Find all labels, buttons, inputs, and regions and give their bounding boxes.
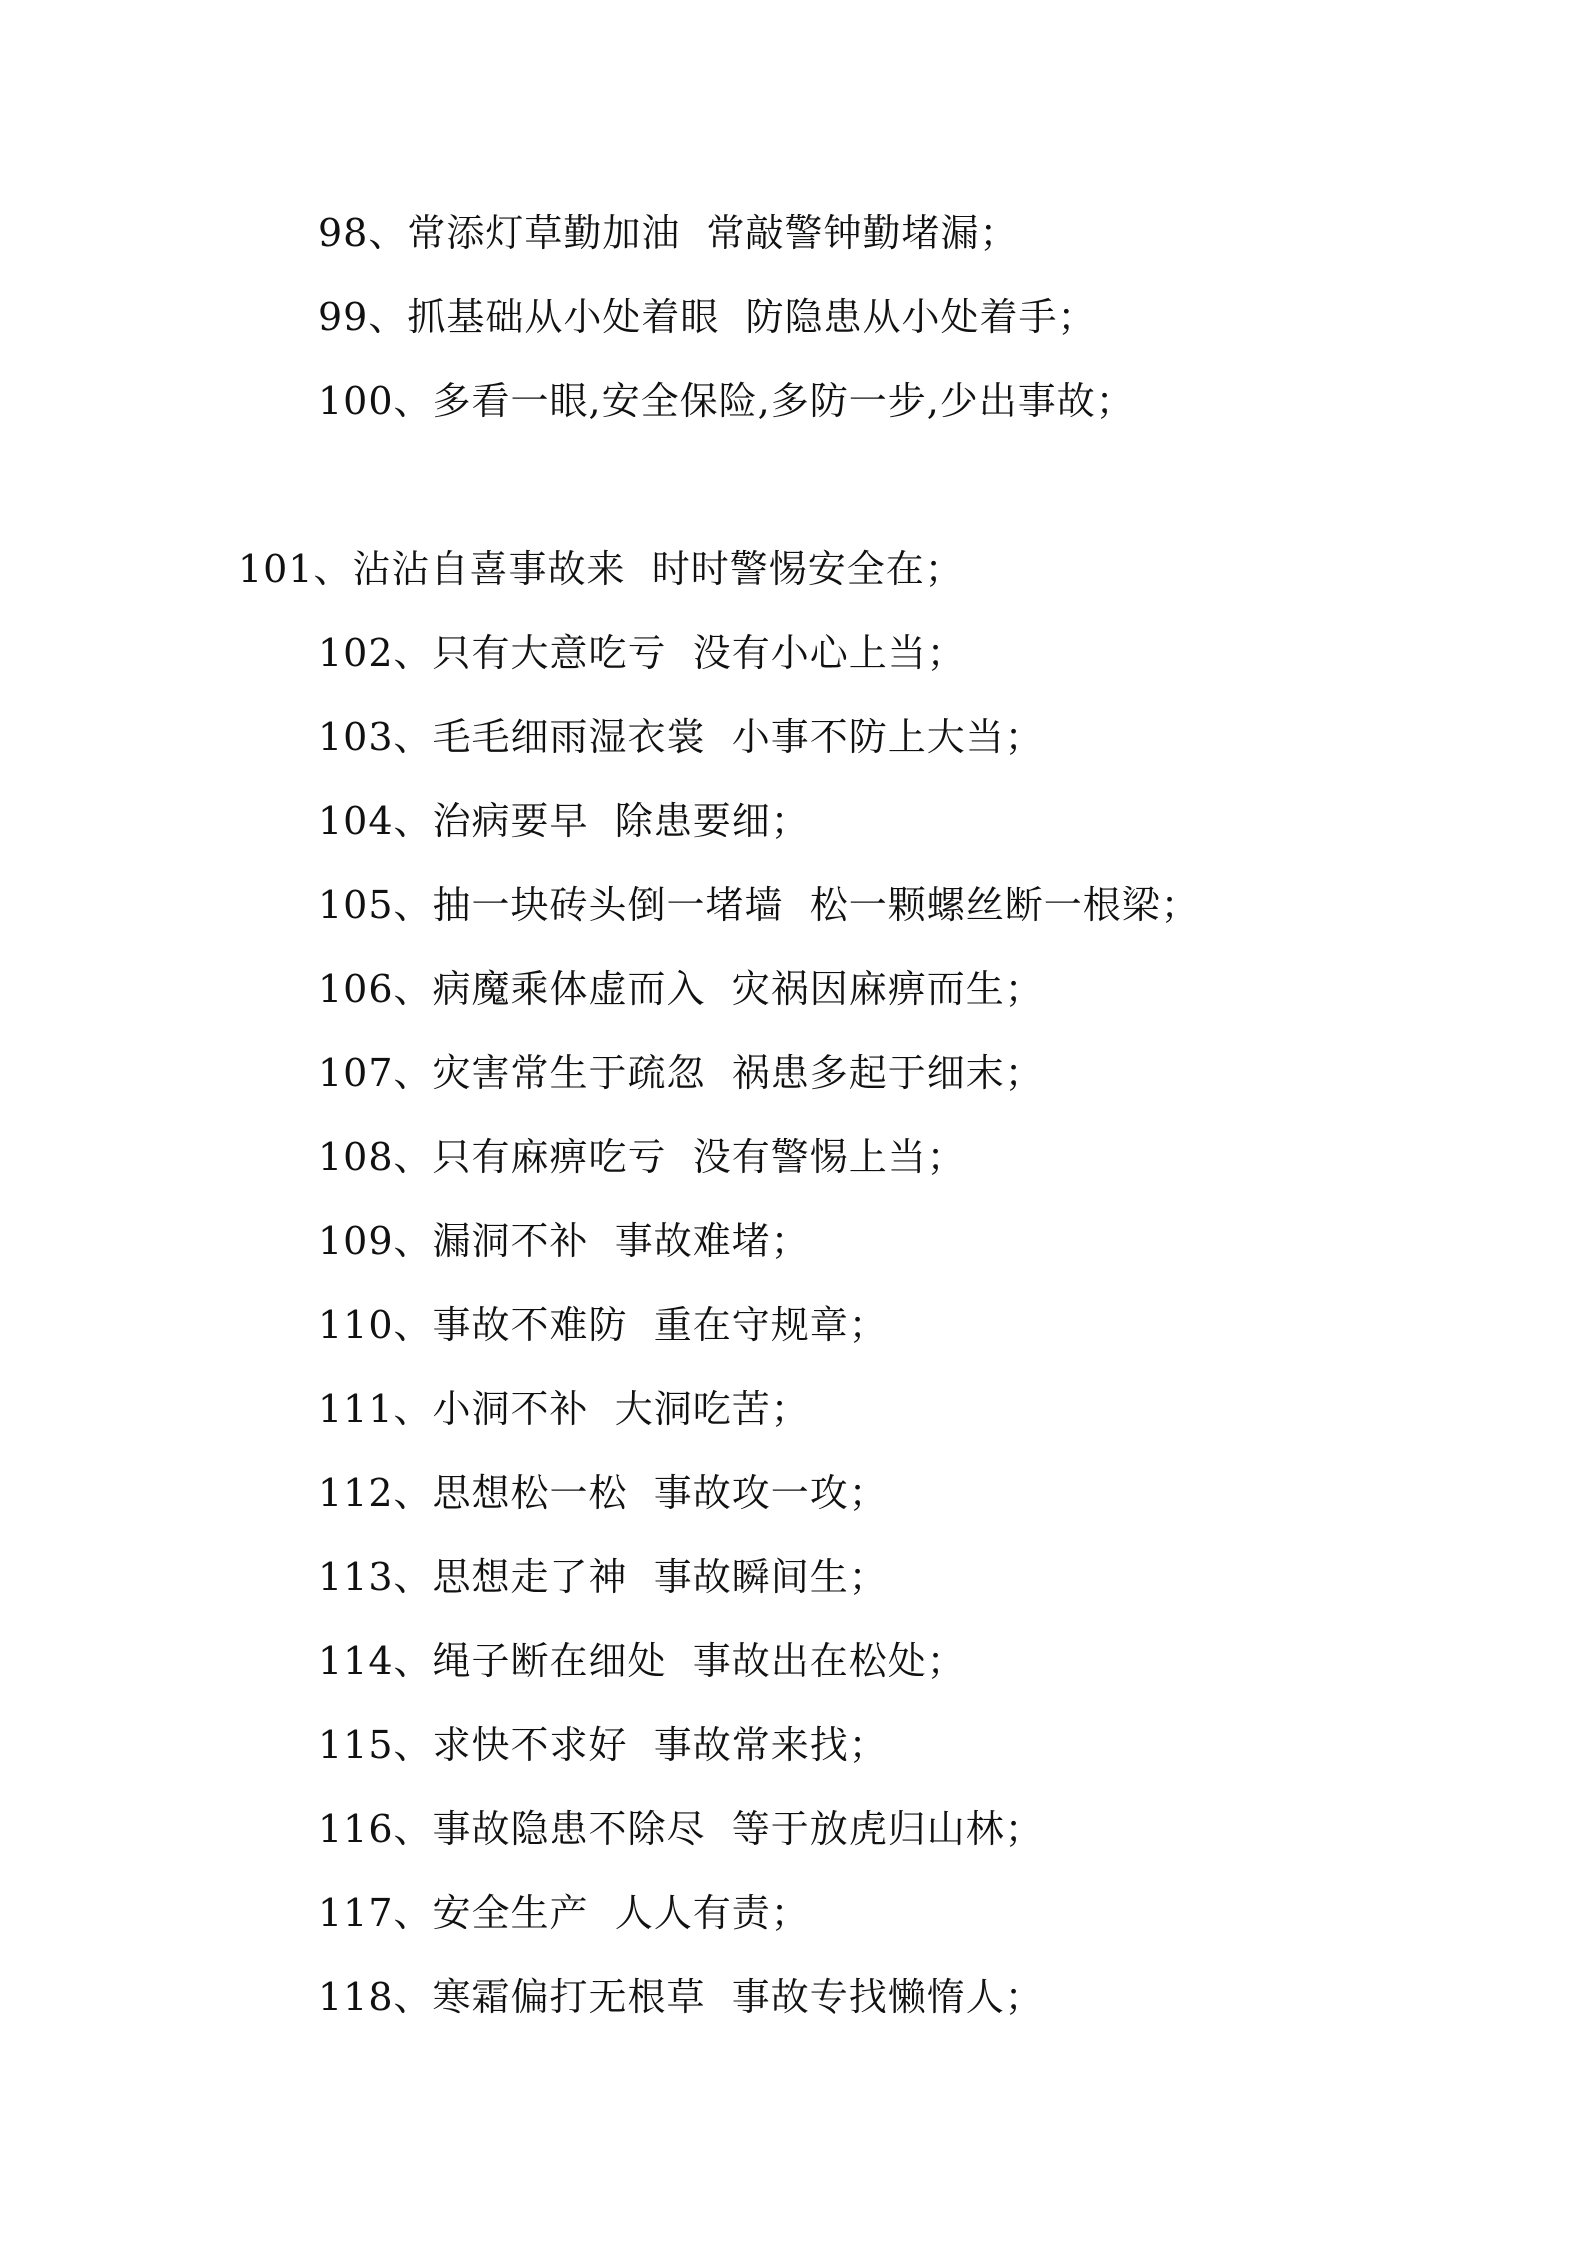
list-item: 100、多看一眼,安全保险,多防一步,少出事故； [318,379,1135,423]
list-item: 114、绳子断在细处 事故出在松处； [318,1639,966,1683]
list-item: 105、抽一块砖头倒一堵墙 松一颗螺丝断一根梁； [318,883,1200,927]
list-item: 106、病魔乘体虚而入 灾祸因麻痹而生； [318,967,1044,1011]
list-item: 104、治病要早 除患要细； [318,799,810,843]
list-item: 113、思想走了神 事故瞬间生； [318,1555,888,1599]
list-item: 99、抓基础从小处着眼 防隐患从小处着手； [318,295,1097,339]
list-item: 103、毛毛细雨湿衣裳 小事不防上大当； [318,715,1044,759]
list-item: 108、只有麻痹吃亏 没有警惕上当； [318,1135,966,1179]
list-item: 111、小洞不补 大洞吃苦； [318,1387,810,1431]
list-item: 116、事故隐患不除尽 等于放虎归山林； [318,1807,1044,1851]
list-item: 109、漏洞不补 事故难堵； [318,1219,810,1263]
list-item: 117、安全生产 人人有责； [318,1891,810,1935]
list-item: 115、求快不求好 事故常来找； [318,1723,888,1767]
list-item: 102、只有大意吃亏 没有小心上当； [318,631,966,675]
list-item: 98、常添灯草勤加油 常敲警钟勤堵漏； [318,211,1019,255]
list-item: 112、思想松一松 事故攻一攻； [318,1471,888,1515]
list-item: 110、事故不难防 重在守规章； [318,1303,888,1347]
list-item: 107、灾害常生于疏忽 祸患多起于细末； [318,1051,1044,1095]
list-item: 101、沾沾自喜事故来 时时警惕安全在； [238,547,964,591]
list-item: 118、寒霜偏打无根草 事故专找懒惰人； [318,1975,1044,2019]
